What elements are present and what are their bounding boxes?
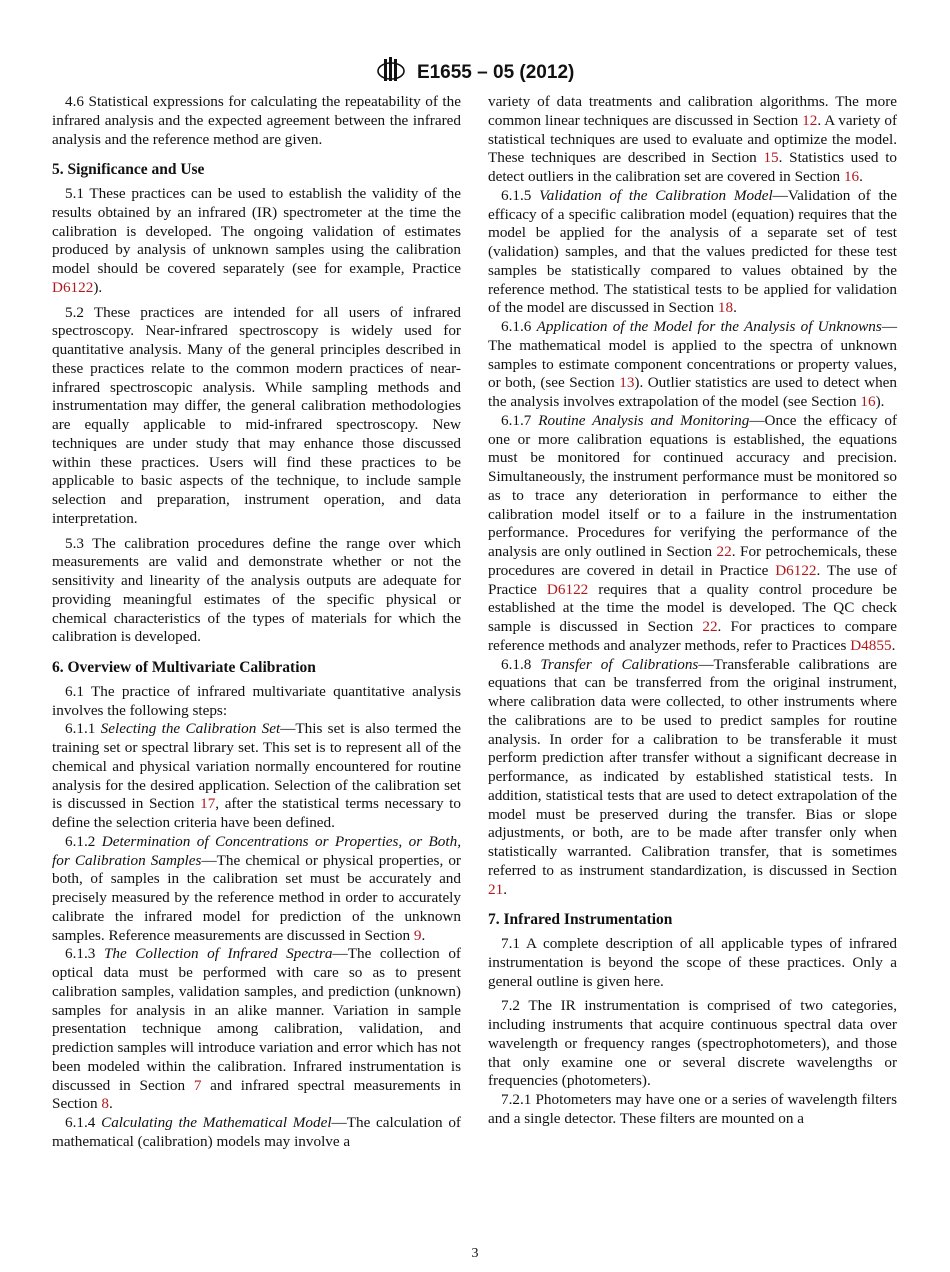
subsection-title: Selecting the Calibration Set	[100, 720, 281, 738]
text-run: —The collection of optical data must be performed with care so as to present calibration samples, validation samples, and prediction (unknown) samples for analysis in an alike manner. Variation in sample presentation technique among calibration, validation, and prediction samples will introduce variation and error which has not been modeled within the calibration. Infrared instrumentation is discussed in Section	[52, 945, 461, 1094]
section-heading: 5. Significance and Use	[52, 161, 205, 179]
reference-link[interactable]: 22	[716, 543, 732, 560]
paragraph	[488, 997, 897, 1091]
paragraph	[488, 187, 897, 318]
text-run: . For petrochemicals, these procedures are covered in detail in Practice	[488, 543, 897, 579]
paragraph	[488, 318, 897, 412]
reference-link[interactable]: 9	[413, 926, 422, 944]
text-run: . The use of Practice	[488, 561, 897, 598]
text-run: requires that a quality control procedure be established at the time the model is developed. The QC check sample is discussed in Section	[488, 580, 897, 635]
paragraph	[52, 185, 461, 298]
reference-link[interactable]: 22	[702, 618, 718, 635]
section-heading: 7. Infrared Instrumentation	[488, 911, 673, 929]
paragraph	[488, 93, 897, 187]
text-run: 6.1.5	[501, 186, 540, 204]
subsection-title: The Collection of Infrared Spectra	[103, 945, 333, 963]
subsection-title: Routine Analysis and Monitoring	[538, 411, 750, 429]
subsection-title: Transfer of Calibrations	[540, 655, 699, 673]
text-run: .	[108, 1095, 113, 1113]
left-column	[52, 93, 461, 1152]
reference-link[interactable]: 7	[193, 1076, 202, 1094]
text-run: 5.1 These practices can be used to establish the validity of the results obtained by an infrared (IR) spectrometer at the time the calibration is developed. The ongoing validation of estimates produced by analysis of unknown samples using the calibration model should be covered separately (see for example, Practice	[52, 185, 461, 277]
paragraph	[52, 535, 461, 648]
reference-link[interactable]: 16	[860, 393, 876, 410]
reference-link[interactable]: 13	[619, 374, 635, 392]
text-run: 6.1.2	[65, 832, 102, 850]
text-run: ). Outlier statistics are used to detect when the analysis involves extrapolation of the model (see Section	[488, 374, 897, 410]
text-run: 6.1.6	[501, 318, 537, 335]
text-run: 6.1.4	[65, 1114, 102, 1131]
text-run: ).	[93, 278, 103, 296]
text-run: —The chemical or physical properties, or both, of samples in the calibration set must be accurately and precisely measured by the reference method in order to accurately calibrate the infrared model for prediction of the unknown samples. Reference measurements are discussed in Section	[52, 851, 461, 944]
text-run: —The calculation of mathematical (calibration) models may involve a	[52, 1114, 461, 1150]
text-run: .	[733, 299, 737, 317]
paragraph	[52, 304, 461, 529]
text-run: . For practices to compare reference methods and analyzer methods, refer to Practices	[488, 618, 897, 654]
reference-link[interactable]: 15	[763, 149, 779, 167]
reference-link[interactable]: 12	[802, 111, 818, 129]
paragraph	[488, 656, 897, 900]
astm-logo-icon	[376, 56, 406, 90]
text-run: —Validation of the efficacy of a specific calibration model (equation) requires that the model be applied for the analysis of a separate set of test (validation) samples, and that the values predicted for these test samples be statistically compared to values obtained by the reference method. The statistical tests to be applied for validation of the model are discussed in Section	[488, 186, 898, 317]
reference-link[interactable]: 17	[200, 795, 216, 813]
text-run: .	[421, 926, 426, 944]
text-run: ).	[875, 393, 885, 410]
paragraph	[488, 412, 897, 656]
text-run: —Transferable calibrations are equations that can be transferred from the original instrument, where calibration data were collected, to other instruments where the calibrations are to be used to predict samples for routine analysis. In order for a calibration to be transferable it must perform prediction after transfer without a significant decrease in performance, as indicated by established statistical tests. In addition, statistical tests that are used to detect extrapolation of the model must be preserved during the transfer. Bias or slope adjustments, or both, are to be made after transfer only when statistically warranted. Calibration transfer, that is sometimes referred to as instrument standardization, is discussed in Section	[488, 655, 897, 879]
text-run: —The mathematical model is applied to the spectra of unknown samples to estimate component concentrations or property values, or both, (see Section	[488, 318, 897, 392]
text-run: 6.1.3	[65, 945, 104, 963]
text-run: variety of data treatments and calibration algorithms. The more common linear techniques are discussed in Section	[488, 93, 897, 129]
text-run: 6.1.7	[501, 411, 539, 429]
reference-link[interactable]: D6122	[52, 278, 94, 296]
text-run: —Once the efficacy of one or more calibration equations is established, the equations must be monitored for continued accuracy and precision. Simultaneously, the instrument performance must be monitored so as to trace any deterioration in performance to either the calibration model itself or to a failure in the instrumentation performance. Procedures for verifying the performance of the analysis are only outlined in Section	[488, 411, 898, 560]
subsection-title: Determination of Concentrations or Properties, or Both, for Calibration Samples	[52, 832, 461, 869]
text-run: , after the statistical terms necessary to define the selection criteria have been defined.	[52, 795, 461, 831]
reference-link[interactable]: D4855	[850, 636, 892, 654]
right-column	[488, 93, 897, 1129]
reference-link[interactable]: 8	[101, 1095, 109, 1113]
subsection-title: Calculating the Mathematical Model	[101, 1114, 332, 1131]
page-header	[0, 56, 950, 90]
paragraph	[52, 93, 461, 149]
paragraph	[52, 683, 461, 721]
text-run: 6.1.1	[65, 720, 101, 738]
page-number: 3	[471, 1246, 479, 1261]
text-run: 5.3 The calibration procedures define the range over which measurements are valid and demonstrate whether or not the sensitivity and linearity of the analysis outputs are adequate for providing meaningful estimates of the specific physical or chemical characteristics of the types of materials for which the calibration is developed.	[52, 534, 461, 646]
text-run: and infrared spectral measurements in Section	[52, 1076, 462, 1113]
reference-link[interactable]: 18	[717, 299, 734, 317]
reference-link[interactable]: D6122	[546, 580, 589, 598]
paragraph	[52, 945, 461, 1114]
subsection-title: Validation of the Calibration Model	[539, 186, 773, 204]
text-run: —This set is also termed the training set or spectral library set. This set is to represent all of the chemical and physical variation normally encountered for routine analysis for the desired application. Selection of the calibration set is discussed in Section	[52, 720, 462, 813]
text-run: 5.2 These practices are intended for all users of infrared spectroscopy. Near-infrared spectroscopy is widely used for quantitative analysis. Many of the general principles described in these practices relate to the common modern practices of near-infrared spectroscopic analysis. While sampling methods and instrumentation may differ, the general calibration methodologies are equally applicable to mid-infrared spectroscopy. New techniques are under study that may enhance those discussed within these practices. Users will find these practices to be applicable to basic aspects of the technique, to include sample selection and preparation, instrument operation, and data interpretation.	[52, 303, 461, 527]
reference-link[interactable]: D6122	[775, 561, 817, 579]
text-run: .	[891, 636, 896, 654]
text-run: .	[859, 168, 863, 185]
paragraph	[52, 1114, 461, 1152]
text-run: 7.1 A complete description of all applicable types of infrared instrumentation is beyond the scope of these practices. Only a general outline is given here.	[488, 935, 897, 990]
text-run: . A variety of statistical techniques are used to evaluate and optimize the model. These techniques are described in Section	[488, 111, 897, 167]
text-run: 7.2.1 Photometers may have one or a series of wavelength filters and a single detector. These filters are mounted on a	[488, 1091, 897, 1127]
text-run: . Statistics used to detect outliers in the calibration set are covered in Section	[488, 149, 898, 185]
text-run: 7.2 The IR instrumentation is comprised of two categories, including instruments that acquire continuous spectral data over wavelength or frequency ranges (spectrophotometers), and those that only examine one or several discrete wavelengths or frequencies (photometers).	[488, 997, 897, 1090]
standard-designation: E1655 – 05 (2012)	[416, 62, 575, 83]
section-heading: 6. Overview of Multivariate Calibration	[52, 659, 316, 676]
text-run: .	[503, 880, 507, 898]
reference-link[interactable]: 16	[843, 168, 860, 185]
reference-link[interactable]: 21	[488, 880, 504, 898]
paragraph	[488, 1091, 897, 1129]
subsection-title: Application of the Model for the Analysis of Unknowns	[536, 318, 882, 335]
text-run: 4.6 Statistical expressions for calculating the repeatability of the infrared analysis and the expected agreement between the infrared analysis and the reference method are given.	[52, 93, 461, 148]
paragraph	[52, 720, 461, 833]
paragraph	[488, 935, 897, 991]
text-run: 6.1 The practice of infrared multivariate quantitative analysis involves the following steps:	[52, 682, 461, 719]
paragraph	[52, 833, 461, 946]
text-run: 6.1.8	[501, 655, 541, 673]
